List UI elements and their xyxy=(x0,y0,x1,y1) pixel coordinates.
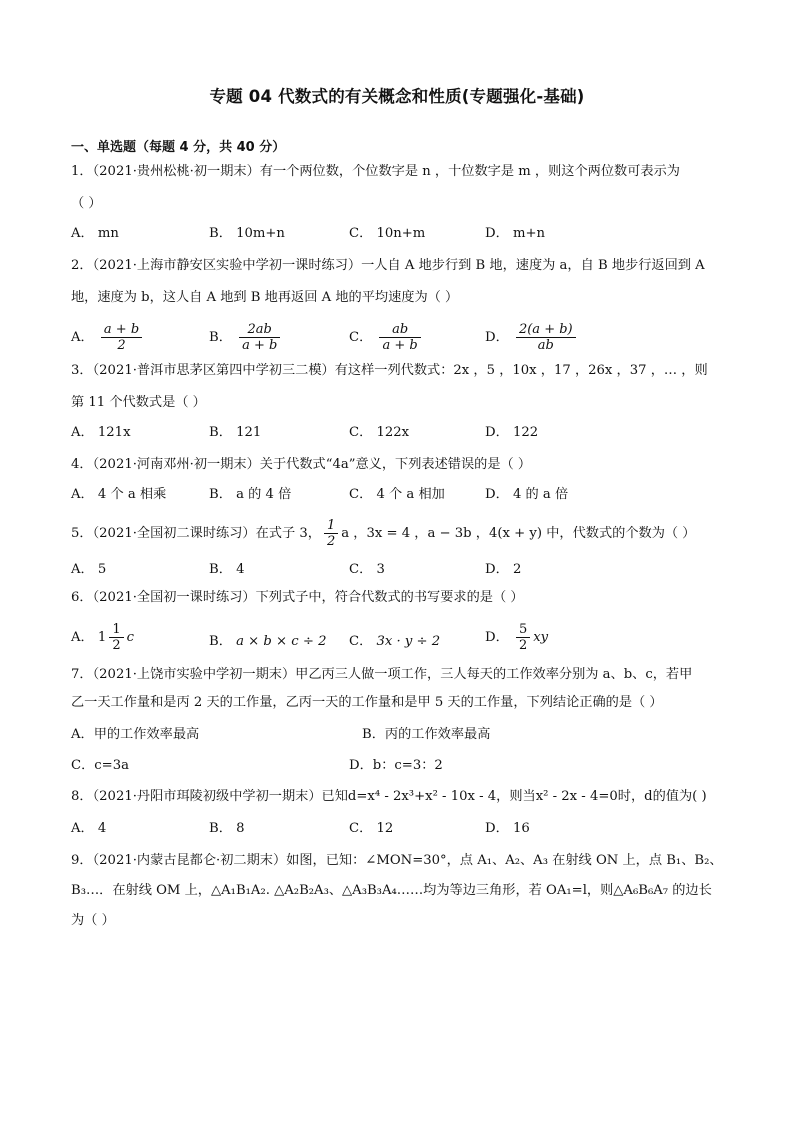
question-1-blank: （ ） xyxy=(71,196,102,211)
option-c[interactable]: C． 4 个 a 相加 xyxy=(349,487,445,502)
option-c[interactable]: C． 3 xyxy=(349,562,385,577)
option-a[interactable]: A． mn xyxy=(71,226,119,241)
option-a[interactable]: A．甲的工作效率最高 xyxy=(71,727,200,742)
option-d[interactable]: D． 2 xyxy=(485,562,522,577)
option-d[interactable]: D． 16 xyxy=(485,821,530,836)
option-a[interactable]: A． 5 xyxy=(71,562,107,577)
question-6-text: 6．（2021·全国初一课时练习）下列式子中，符合代数式的书写要求的是（ ） xyxy=(71,590,524,605)
option-d[interactable]: D． m+n xyxy=(485,226,546,241)
document-title: 专题 04 代数式的有关概念和性质(专题强化-基础) xyxy=(209,87,585,106)
question-9-text-end: 为（ ） xyxy=(71,913,115,928)
question-7-text: 7．（2021·上饶市实验中学初一期末）甲乙丙三人做一项工作，三人每天的工作效率分别为 a、b、c，若甲 xyxy=(71,667,693,682)
option-b[interactable]: B． a 的 4 倍 xyxy=(209,487,292,502)
option-c[interactable]: C． 12 xyxy=(349,821,394,836)
option-a[interactable]: A． 4 xyxy=(71,821,107,836)
option-b[interactable]: B． 121 xyxy=(209,425,262,440)
option-c[interactable]: C． 122x xyxy=(349,425,410,440)
question-3-text-cont: 第 11 个代数式是（ ） xyxy=(71,395,206,410)
option-b[interactable]: B． 8 xyxy=(209,821,245,836)
option-c[interactable]: C． 3x · y ÷ 2 xyxy=(349,634,441,649)
section-heading: 一、单选题（每题 4 分，共 40 分） xyxy=(71,140,286,155)
question-4-text: 4．（2021·河南邓州·初一期末）关于代数式“4a”意义，下列表述错误的是（ ） xyxy=(71,457,532,472)
question-7-text-cont: 乙一天工作量和是丙 2 天的工作量，乙丙一天的工作量和是甲 5 天的工作量，下列结论正确的是（ ） xyxy=(71,695,663,710)
question-9-text: 9．（2021·内蒙古昆都仑·初二期末）如图，已知：∠MON=30°，点 A₁、A₂、A₃ 在射线 ON 上，点 B₁、B₂、 xyxy=(71,853,723,868)
option-b[interactable]: B． $\frac{2ab}{a + b}$ xyxy=(209,322,283,353)
question-2-text: 2．（2021·上海市静安区实验中学初一课时练习）一人自 A 地步行到 B 地，速度为 a，自 B 地步行返回到 A xyxy=(71,258,705,273)
option-c[interactable]: C． $\frac{ab}{a + b}$ xyxy=(349,322,424,353)
question-3-text: 3．（2021·普洱市思茅区第四中学初三二模）有这样一列代数式：2x ，5 ，10x ，17 ，26x ，37 ，… ，则 xyxy=(71,363,708,378)
question-1-text: 1．（2021·贵州松桃·初一期末）有一个两位数，个位数字是 n ，十位数字是 m ，则这个两位数可表示为 xyxy=(71,164,680,179)
option-a[interactable]: A． 4 个 a 相乘 xyxy=(71,487,167,502)
question-2-text-cont: 地，速度为 b，这人自 A 地到 B 地再返回 A 地的平均速度为（ ） xyxy=(71,290,459,305)
question-5-text: 5．（2021·全国初二课时练习）在式子 3， $\frac{1}{2}$ a ，3x = 4 ，a − 3b ，4(x + y) 中，代数式的个数为（ ） xyxy=(71,518,696,549)
option-d[interactable]: D． 122 xyxy=(485,425,539,440)
option-b[interactable]: B．丙的工作效率最高 xyxy=(362,727,491,742)
option-c[interactable]: C． 10n+m xyxy=(349,226,426,241)
question-9-text-cont: B₃…．在射线 OM 上，△A₁B₁A₂. △A₂B₂A₃、△A₃B₃A₄……均为等边三角形，若 OA₁=l，则△A₆B₆A₇ 的边长 xyxy=(71,883,712,898)
option-d[interactable]: D． $\frac{2(a + b)}{ab}$ xyxy=(485,322,579,353)
option-a[interactable]: A． 1 $\frac{1}{2}$ c xyxy=(71,622,134,653)
option-c[interactable]: C．c=3a xyxy=(71,758,129,773)
option-d[interactable]: D． $\frac{5}{2}$ xy xyxy=(485,622,549,653)
option-a[interactable]: A． 121x xyxy=(71,425,131,440)
option-d[interactable]: D． 4 的 a 倍 xyxy=(485,487,569,502)
option-b[interactable]: B． a × b × c ÷ 2 xyxy=(209,634,327,649)
option-b[interactable]: B． 4 xyxy=(209,562,245,577)
option-b[interactable]: B． 10m+n xyxy=(209,226,285,241)
option-a[interactable]: A． $\frac{a + b}{2}$ xyxy=(71,322,145,353)
option-d[interactable]: D．b：c=3：2 xyxy=(349,758,443,773)
question-8-text: 8．（2021·丹阳市珥陵初级中学初一期末）已知d=x⁴ - 2x³+x² - 10x - 4，则当x² - 2x - 4=0时，d的值为( ) xyxy=(71,789,707,804)
